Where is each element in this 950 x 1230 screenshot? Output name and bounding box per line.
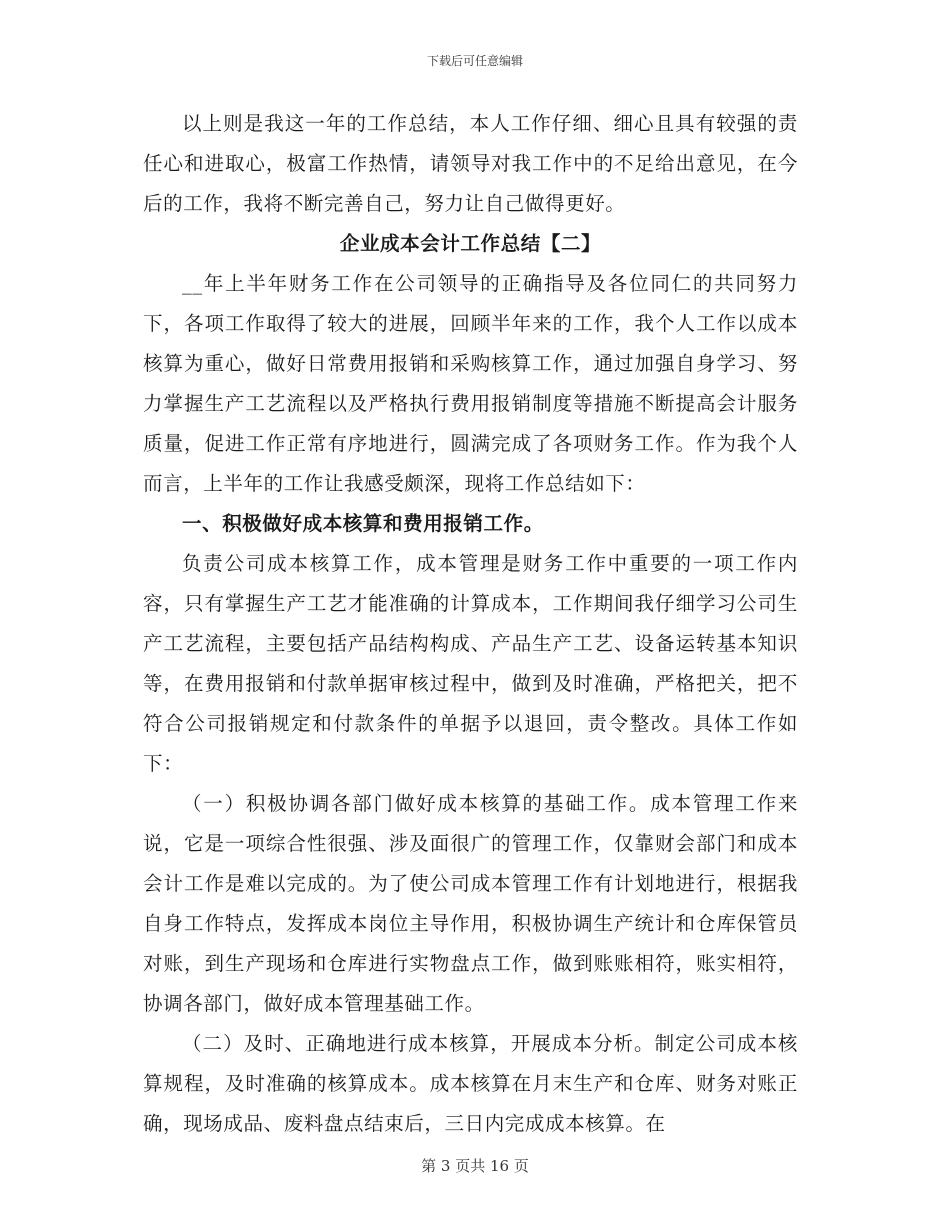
document-title: 企业成本会计工作总结【二】 — [339, 232, 602, 255]
page-number: 第 3 页共 16 页 — [421, 1157, 529, 1175]
page-header: 下载后可任意编辑 — [426, 54, 523, 68]
section-heading-1: 一、积极做好成本核算和费用报销工作。 — [182, 512, 544, 535]
subsection-paragraph-1: （一）积极协调各部门做好成本核算的基础工作。成本管理工作来说，它是一项综合性很强、涉及面很广的管理工作，仅靠财会部门和成本会计工作是难以完成的。为了使公司成本管理工作有计划地进行，根据我自身工作特点，发挥成本岗位主导作用，积极协调生产统计和仓库保管员对账，到生产现场和仓库进行实物盘点工作，做到账账相符，账实相符，协调各部门，做好成本管理基础工作。 — [143, 792, 798, 1015]
section-paragraph-1: 负责公司成本核算工作，成本管理是财务工作中重要的一项工作内容，只有掌握生产工艺才能准确的计算成本，工作期间我仔细学习公司生产工艺流程，主要包括产品结构构成、产品生产工艺、设备运转基本知识等，在费用报销和付款单据审核过程中，做到及时准确，严格把关，把不符合公司报销规定和付款条件的单据予以退回，责令整改。具体工作如下： — [143, 552, 798, 775]
intro-paragraph: __年上半年财务工作在公司领导的正确指导及各位同仁的共同努力下，各项工作取得了较大的进展，回顾半年来的工作，我个人工作以成本核算为重心，做好日常费用报销和采购核算工作，通过加强自身学习、努力掌握生产工艺流程以及严格执行费用报销制度等措施不断提高会计服务质量，促进工作正常有序地进行，圆满完成了各项财务工作。作为我个人而言，上半年的工作让我感受颇深，现将工作总结如下： — [143, 272, 798, 495]
document-body — [143, 104, 798, 1144]
closing-paragraph: 以上则是我这一年的工作总结，本人工作仔细、细心且具有较强的责任心和进取心，极富工作热情，请领导对我工作中的不足给出意见，在今后的工作，我将不断完善自己，努力让自己做得更好。 — [143, 112, 798, 215]
subsection-paragraph-2: （二）及时、正确地进行成本核算，开展成本分析。制定公司成本核算规程，及时准确的核算成本。成本核算在月末生产和仓库、财务对账正确，现场成品、废料盘点结束后，三日内完成成本核算。在 — [143, 1032, 798, 1135]
